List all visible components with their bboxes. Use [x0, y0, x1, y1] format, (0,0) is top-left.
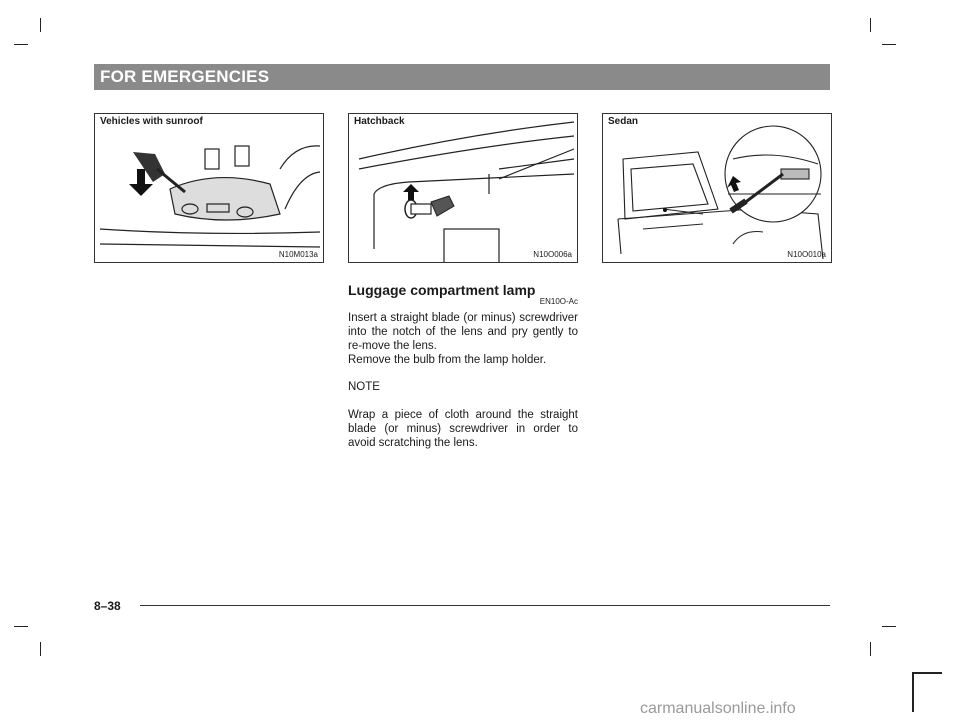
crop-mark [14, 44, 28, 45]
crop-mark [40, 18, 41, 32]
note-text: Wrap a piece of cloth around the straight blade (or minus) screwdriver in order to avoid scratching the lens. [348, 409, 578, 449]
sedan-illustration [603, 114, 832, 263]
figure-code: N10O010a [787, 250, 826, 259]
figure-sunroof [94, 113, 324, 263]
section-header [94, 64, 830, 90]
instruction-paragraph: Insert a straight blade (or minus) screwdriver into the notch of the lens and pry gently to re-move the lens. [348, 312, 578, 352]
figure-caption: Sedan [608, 116, 639, 127]
crop-mark [870, 18, 871, 32]
figure-caption: Vehicles with sunroof [100, 116, 203, 127]
footer-rule [140, 605, 830, 606]
figure-hatchback [348, 113, 578, 263]
crop-mark [882, 626, 896, 627]
note-label: NOTE [348, 381, 380, 393]
section-code: EN10O-Ac [539, 297, 578, 306]
page-number: 8–38 [94, 599, 121, 613]
section-title: Luggage compartment lamp [348, 282, 536, 298]
corner-mark [912, 672, 914, 712]
header-title: FOR EMERGENCIES [100, 67, 270, 86]
watermark: carmanualsonline.info [640, 700, 796, 717]
figure-code: N10O006a [533, 250, 572, 259]
corner-mark [912, 672, 942, 674]
crop-mark [40, 642, 41, 656]
figure-caption: Hatchback [354, 116, 405, 127]
figure-code: N10M013a [278, 250, 318, 259]
figure-sedan [602, 113, 832, 263]
crop-mark [882, 44, 896, 45]
crop-mark [14, 626, 28, 627]
instruction-paragraph: Remove the bulb from the lamp holder. [348, 354, 547, 366]
crop-mark [870, 642, 871, 656]
sunroof-illustration [95, 114, 324, 263]
hatchback-illustration [349, 114, 578, 263]
